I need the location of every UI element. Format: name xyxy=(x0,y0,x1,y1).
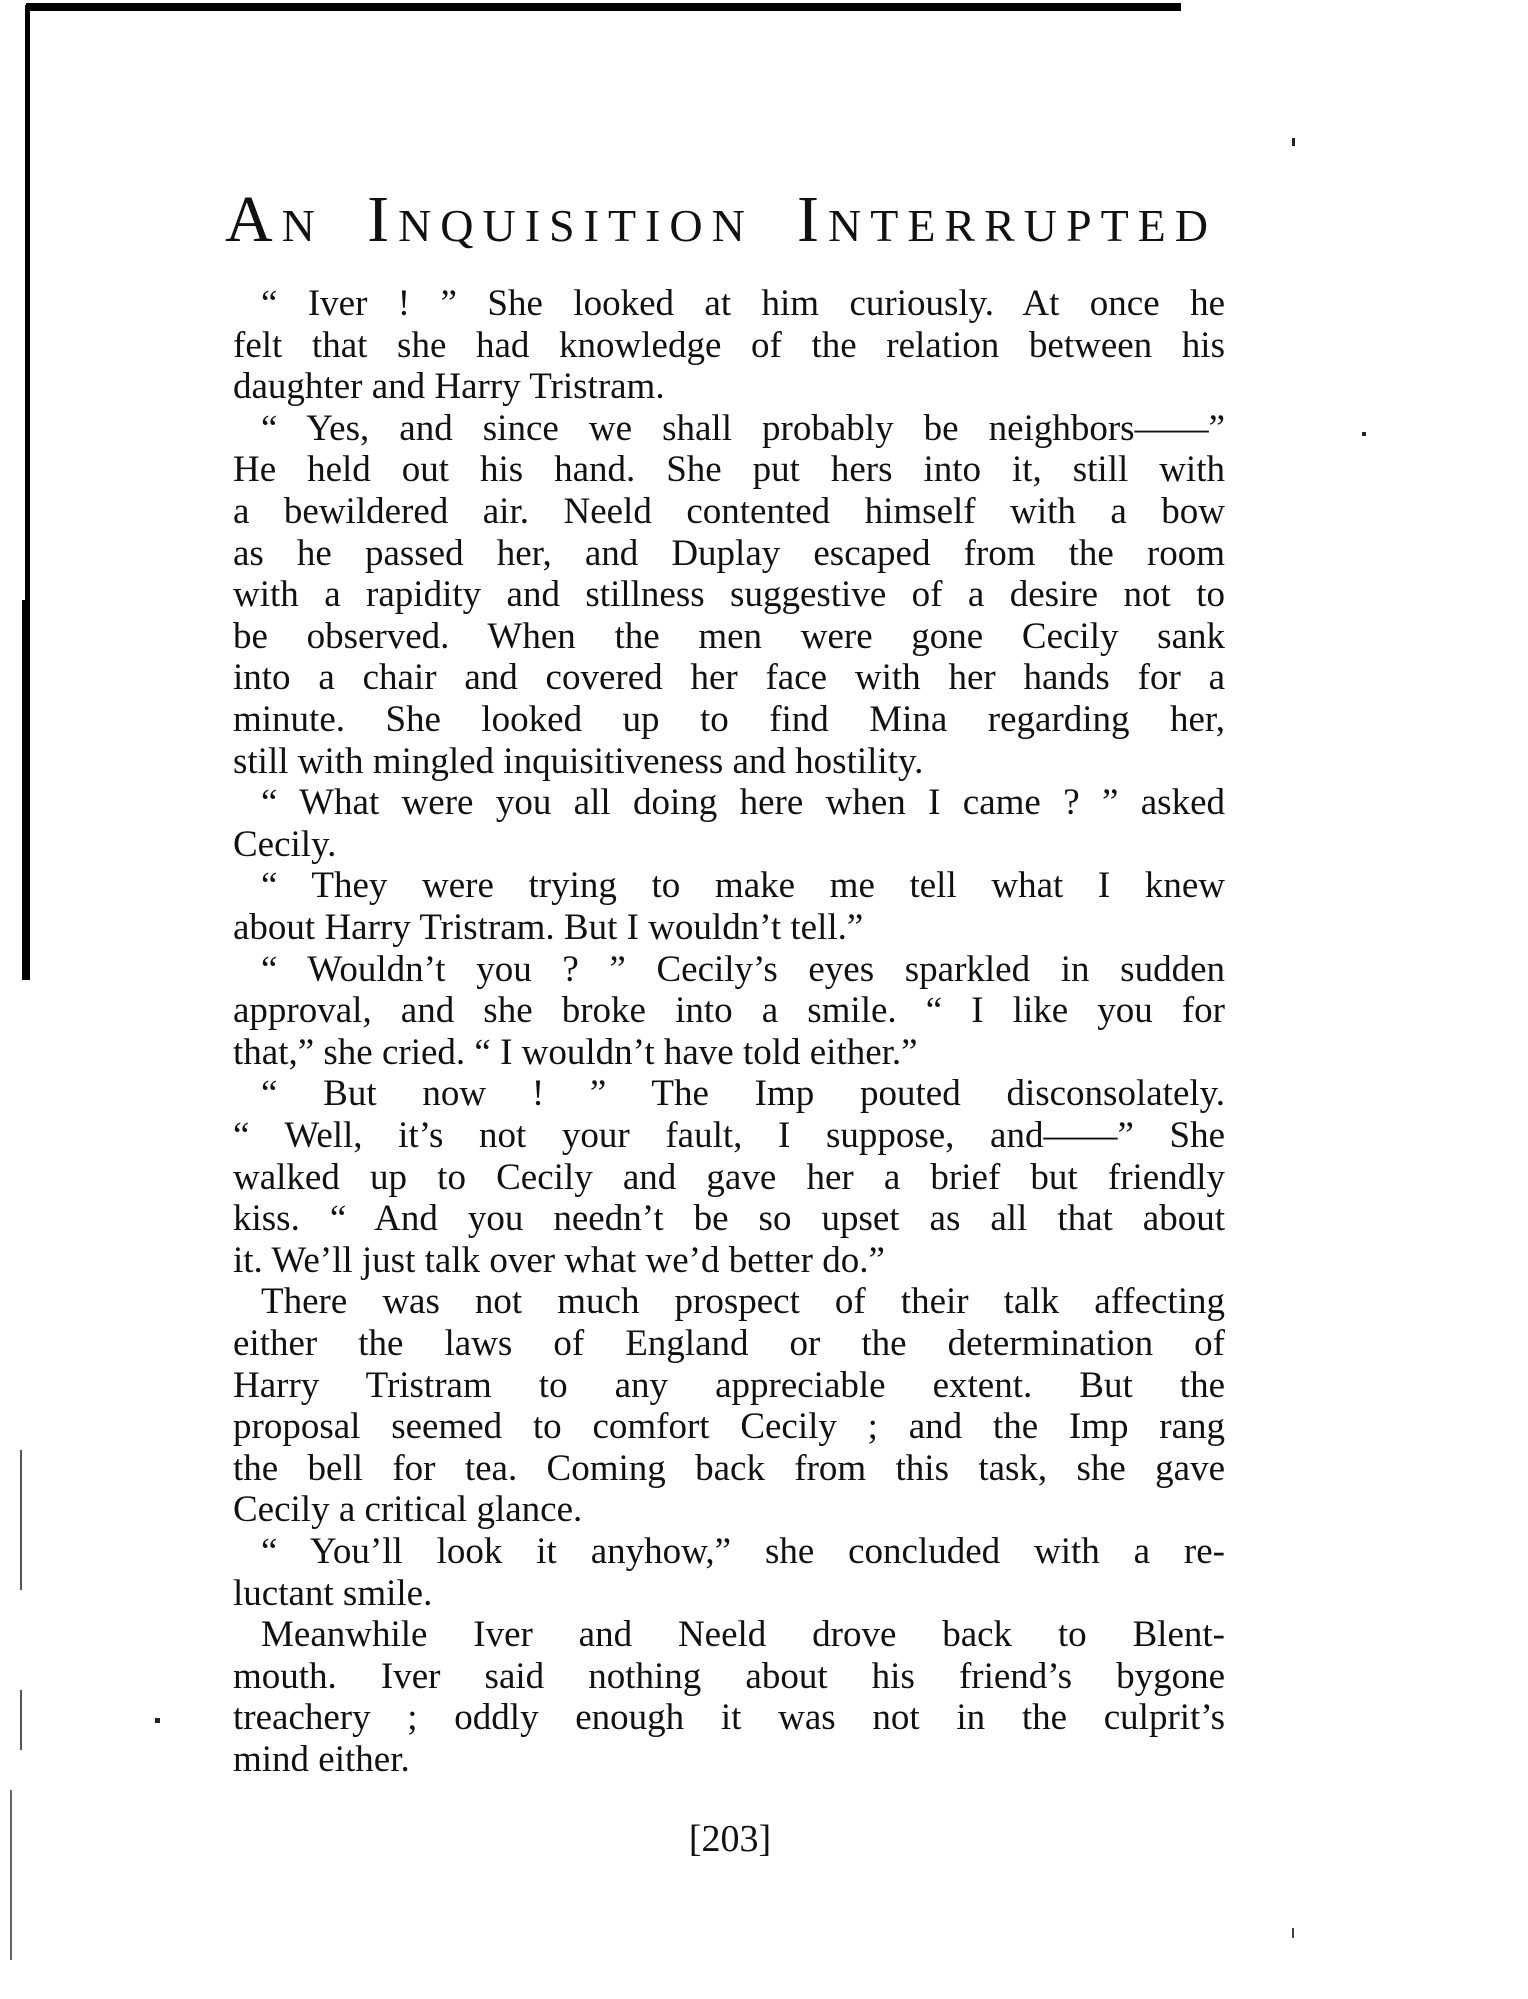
text-line: Cecily. xyxy=(233,823,337,865)
scan-border-top xyxy=(26,3,1181,11)
scan-margin-mark xyxy=(20,1450,22,1590)
scan-margin-mark xyxy=(10,1790,12,1960)
text-line: mind either. xyxy=(233,1739,410,1780)
text-line: still with mingled inquisitiveness and hostility. xyxy=(233,740,924,782)
text-line: as he passed her, and Duplay escaped from the room xyxy=(233,532,1225,574)
text-line: “ Yes, and since we shall probably be neighbors——” xyxy=(261,407,1225,449)
text-line: “ Wouldn’t you ? ” Cecily’s eyes sparkled in sudden xyxy=(261,948,1225,990)
text-line: He held out his hand. She put hers into it, still with xyxy=(233,449,1225,491)
text-line: about Harry Tristram. But I wouldn’t tell.” xyxy=(233,907,864,948)
scan-speck xyxy=(1292,1928,1294,1938)
chapter-running-title: An Inquisition Interrupted xyxy=(225,183,1217,256)
text-line: a bewildered air. Neeld contented himself with a bow xyxy=(233,491,1225,532)
scan-border-left-shadow xyxy=(22,600,30,980)
text-line: There was not much prospect of their talk affecting xyxy=(261,1281,1225,1323)
text-line: Cecily a critical glance. xyxy=(233,1489,583,1531)
scan-speck xyxy=(155,1718,160,1723)
scan-margin-mark xyxy=(20,1690,22,1750)
text-line: “ They were trying to make me tell what I knew xyxy=(261,865,1225,907)
page-number: [203] xyxy=(688,1818,772,1860)
scan-speck xyxy=(1362,432,1366,436)
text-line: either the laws of England or the determination of xyxy=(233,1323,1225,1364)
text-line: mouth. Iver said nothing about his friend’s bygone xyxy=(233,1655,1225,1697)
text-line: “ Iver ! ” She looked at him curiously. At once he xyxy=(261,283,1225,324)
text-line: kiss. “ And you needn’t be so upset as all that about xyxy=(233,1198,1225,1240)
text-line: “ What were you all doing here when I came ? ” asked xyxy=(261,782,1225,824)
text-line: it. We’ll just talk over what we’d better do.” xyxy=(233,1239,885,1281)
text-line: Harry Tristram to any appreciable extent. But the xyxy=(233,1364,1225,1406)
text-line: luctant smile. xyxy=(233,1572,433,1614)
text-line: proposal seemed to comfort Cecily ; and the Imp rang xyxy=(233,1406,1225,1448)
text-line: be observed. When the men were gone Cecily sank xyxy=(233,615,1225,657)
text-line: the bell for tea. Coming back from this task, she gave xyxy=(233,1447,1225,1489)
text-line: Meanwhile Iver and Neeld drove back to Blent- xyxy=(261,1614,1225,1656)
text-line: that,” she cried. “ I wouldn’t have told either.” xyxy=(233,1031,918,1073)
text-line: “ But now ! ” The Imp pouted disconsolately. xyxy=(261,1073,1225,1115)
text-line: “ Well, it’s not your fault, I suppose, and——” She xyxy=(233,1115,1225,1156)
text-line: walked up to Cecily and gave her a brief but friendly xyxy=(233,1156,1225,1198)
scan-speck xyxy=(1292,138,1295,146)
text-line: approval, and she broke into a smile. “ I like you for xyxy=(233,990,1225,1032)
text-line: into a chair and covered her face with her hands for a xyxy=(233,657,1225,699)
text-line: treachery ; oddly enough it was not in the culprit’s xyxy=(233,1697,1225,1739)
text-line: with a rapidity and stillness suggestive of a desire not to xyxy=(233,574,1225,616)
text-line: felt that she had knowledge of the relation between his xyxy=(233,324,1225,366)
text-line: daughter and Harry Tristram. xyxy=(233,366,665,408)
text-line: minute. She looked up to find Mina regarding her, xyxy=(233,699,1225,740)
text-line: “ You’ll look it anyhow,” she concluded with a re- xyxy=(261,1531,1225,1572)
